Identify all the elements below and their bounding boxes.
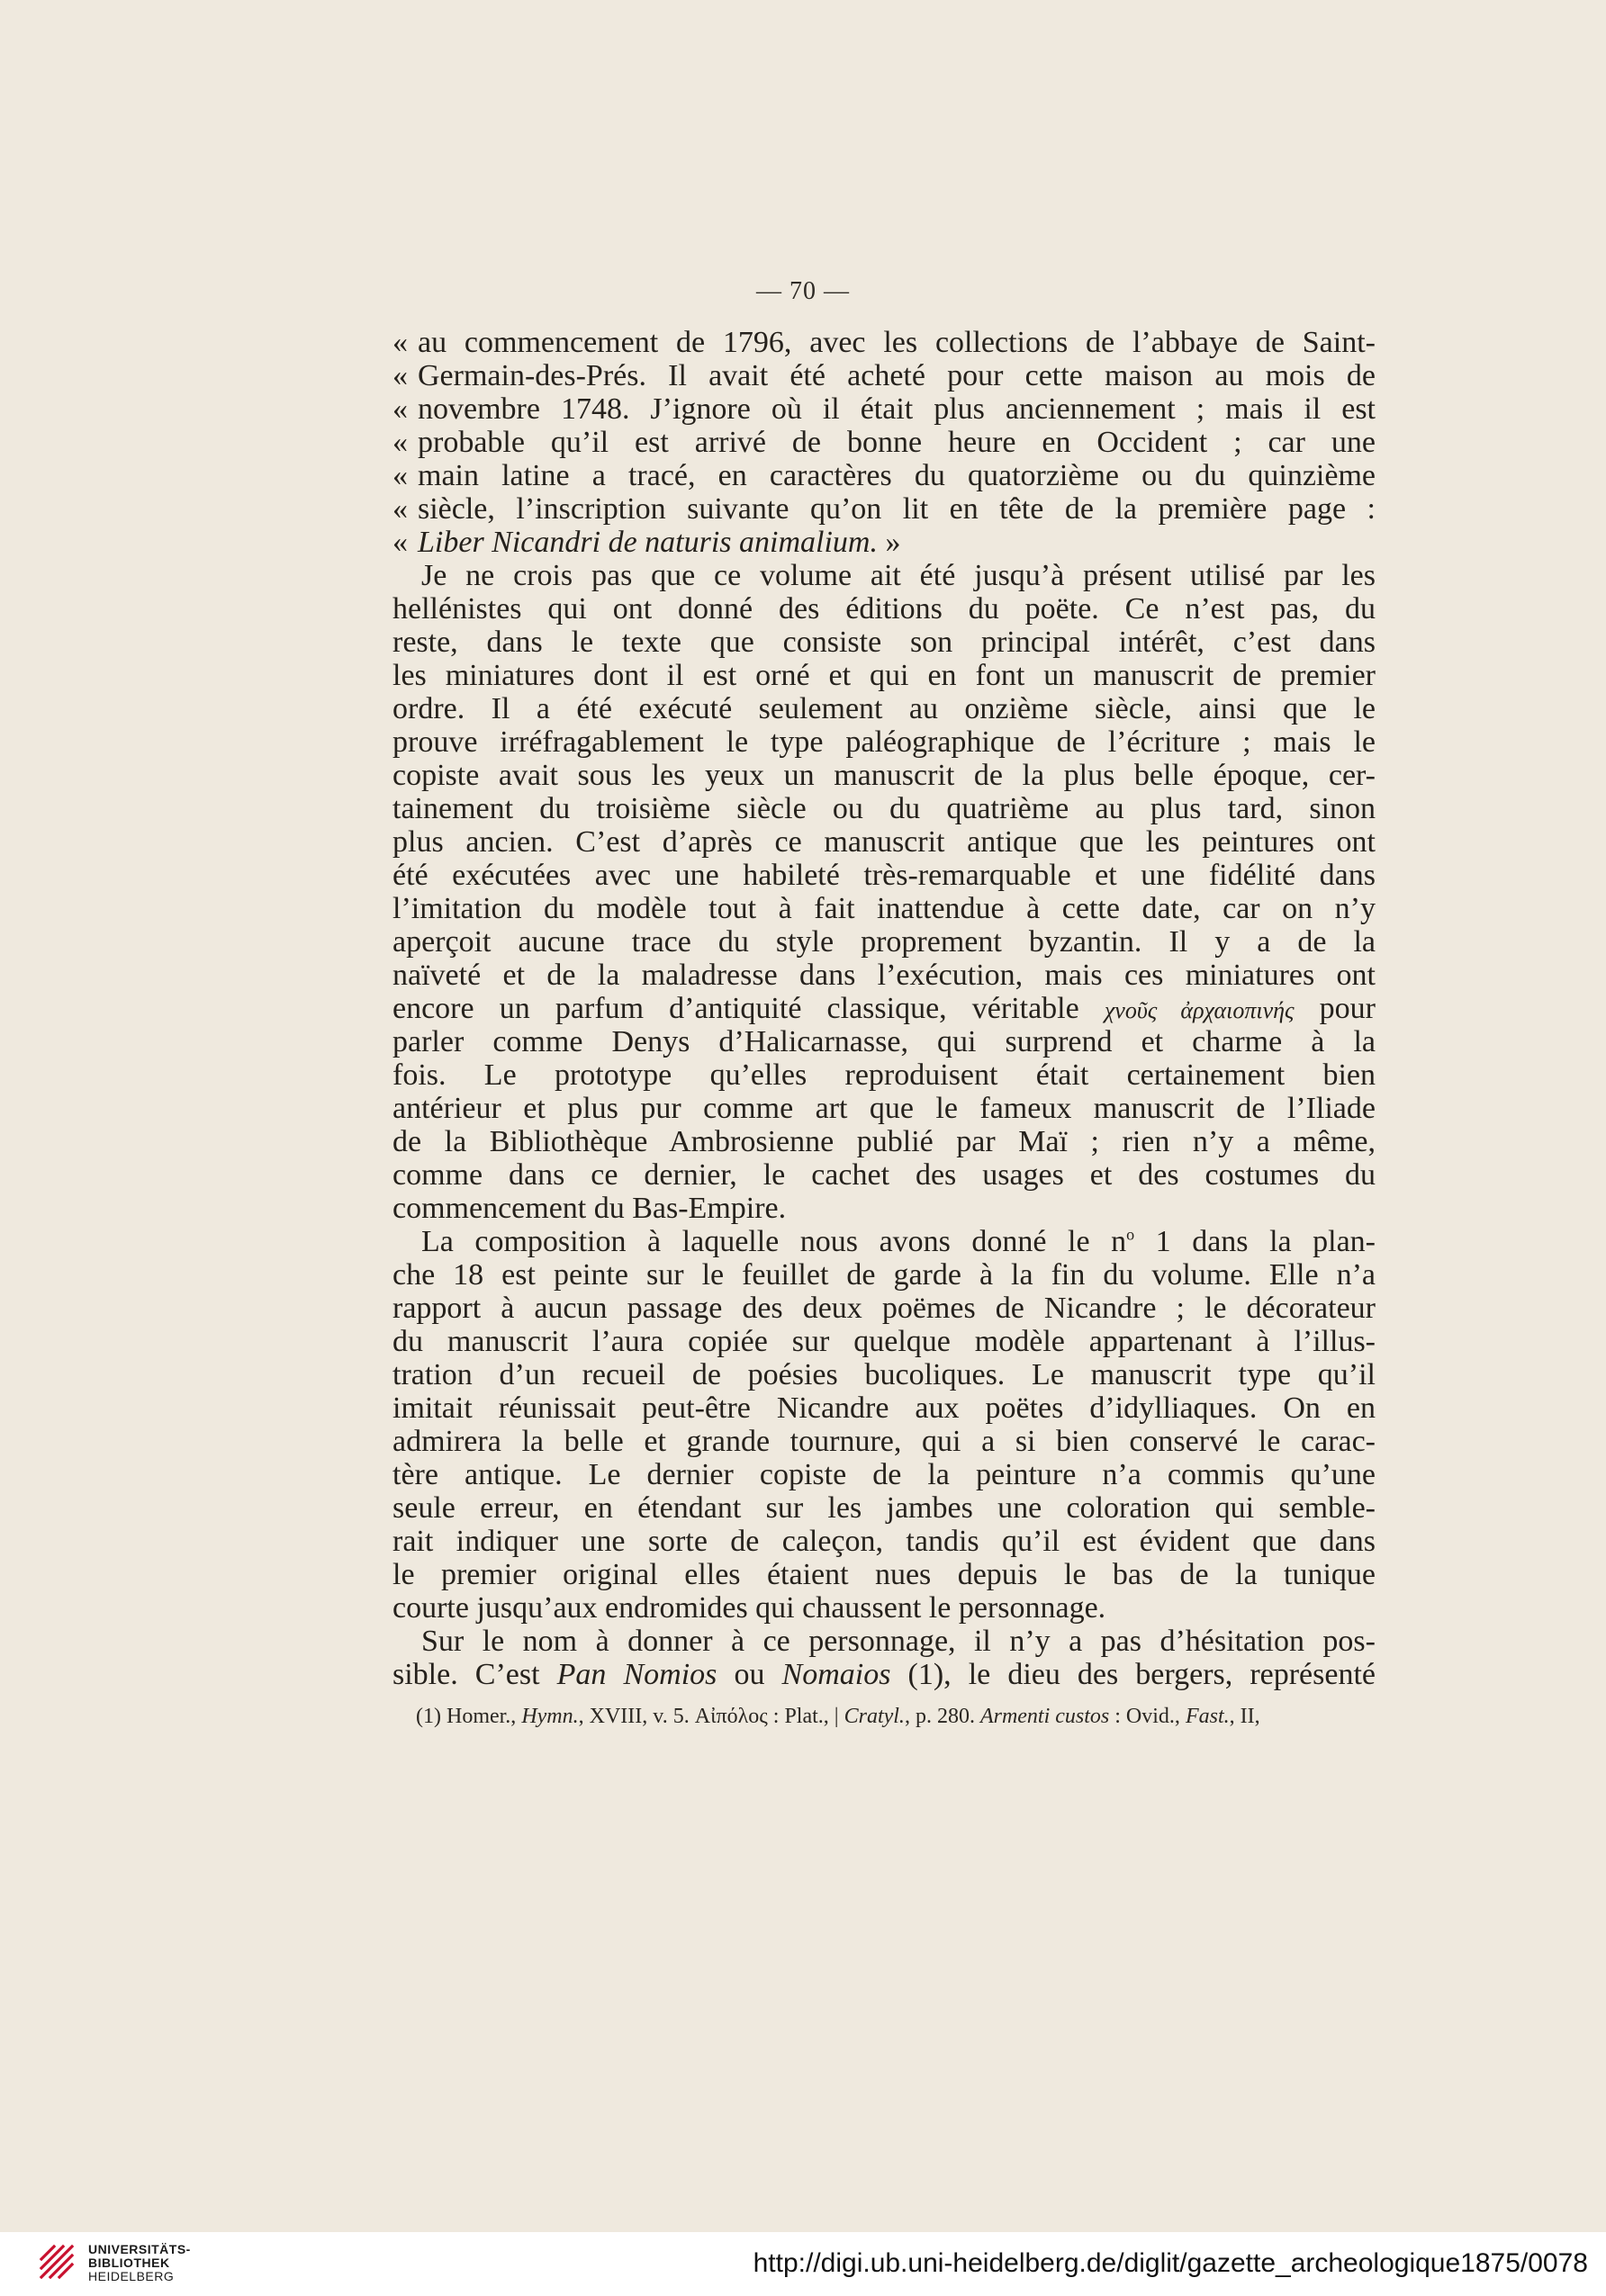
footnote-italic: Hymn. bbox=[521, 1705, 579, 1728]
line-text: ou bbox=[717, 1658, 782, 1691]
line-text: l’imitation du modèle tout à fait inattendue à cette date, car on n’y bbox=[392, 892, 1376, 925]
line-text: seule erreur, en étendant sur les jambes une coloration qui semble- bbox=[392, 1491, 1376, 1525]
line-text: le premier original elles étaient nues depuis le bas de la tunique bbox=[392, 1558, 1376, 1591]
text-line bbox=[392, 759, 1376, 792]
line-text: les miniatures dont il est orné et qui en font un manuscrit de premier bbox=[392, 659, 1376, 692]
source-url[interactable]: http://digi.ub.uni-heidelberg.de/diglit/gazette_archeologique1875/0078 bbox=[753, 2248, 1588, 2278]
university-library-logo-icon bbox=[36, 2241, 77, 2282]
line-text: siècle, l’inscription suivante qu’on lit en tête de la première page : bbox=[418, 492, 1376, 526]
quote-mark: « bbox=[392, 526, 408, 559]
text-line bbox=[392, 925, 1376, 959]
text-line bbox=[392, 1092, 1376, 1125]
text-line bbox=[392, 1591, 1376, 1625]
text-line bbox=[392, 1192, 1376, 1225]
text-line bbox=[392, 825, 1376, 859]
text-line bbox=[392, 1125, 1376, 1158]
greek-phrase: χνοῦς ἀρχαιοπινής bbox=[1104, 997, 1295, 1023]
text-line bbox=[392, 459, 1376, 492]
quote-mark: « bbox=[392, 359, 408, 392]
text-line bbox=[392, 792, 1376, 825]
text-line bbox=[392, 1258, 1376, 1292]
text-line bbox=[392, 1625, 1376, 1658]
text-line bbox=[392, 692, 1376, 725]
line-text: rait indiquer une sorte de caleçon, tandis qu’il est évident que dans bbox=[392, 1525, 1376, 1558]
text-line bbox=[392, 559, 1376, 592]
line-text: hellénistes qui ont donné des éditions du poëte. Ce n’est pas, du bbox=[392, 592, 1376, 626]
text-line bbox=[392, 626, 1376, 659]
line-text: pour bbox=[1294, 992, 1376, 1025]
text-line bbox=[392, 1058, 1376, 1092]
line-text: 1 dans la plan- bbox=[1134, 1225, 1376, 1258]
line-text: » bbox=[877, 526, 901, 559]
quote-mark: « bbox=[392, 492, 408, 526]
line-text: de la Bibliothèque Ambrosienne publié par Maï ; rien n’y a même, bbox=[392, 1125, 1376, 1158]
line-text: novembre 1748. J’ignore où il était plus anciennement ; mais il est bbox=[418, 392, 1376, 426]
line-text: rapport à aucun passage des deux poëmes de Nicandre ; le décorateur bbox=[392, 1292, 1376, 1325]
text-line bbox=[392, 725, 1376, 759]
logo-line: BIBLIOTHEK bbox=[88, 2255, 170, 2270]
line-text: été exécutées avec une habileté très-remarquable et une fidélité dans bbox=[392, 859, 1376, 892]
line-text: tainement du troisième siècle ou du quatrième au plus tard, sinon bbox=[392, 792, 1376, 825]
line-text: antérieur et plus pur comme art que le fameux manuscrit de l’Iliade bbox=[392, 1092, 1376, 1125]
footnote-text: : Ovid., bbox=[1109, 1705, 1186, 1728]
line-text: (1), le dieu des bergers, représenté bbox=[890, 1658, 1376, 1691]
text-line bbox=[392, 1025, 1376, 1058]
line-text: tration d’un recueil de poésies bucoliques. Le manuscrit type qu’il bbox=[392, 1358, 1376, 1391]
text-line bbox=[392, 392, 1376, 426]
text-line bbox=[392, 326, 1376, 359]
line-text: probable qu’il est arrivé de bonne heure en Occident ; car une bbox=[418, 426, 1376, 459]
text-line bbox=[392, 1225, 1376, 1258]
text-line bbox=[392, 659, 1376, 692]
quote-mark: « bbox=[392, 392, 408, 426]
text-line bbox=[392, 1325, 1376, 1358]
text-line bbox=[392, 1658, 1376, 1691]
text-line bbox=[392, 1558, 1376, 1591]
line-text: naïveté et de la maladresse dans l’exécution, mais ces miniatures ont bbox=[392, 959, 1376, 992]
footnote-italic: Fast. bbox=[1185, 1705, 1230, 1728]
footnote-text: , II, bbox=[1229, 1705, 1260, 1728]
text-line bbox=[392, 1292, 1376, 1325]
line-text: Germain-des-Prés. Il avait été acheté pour cette maison au mois de bbox=[418, 359, 1376, 392]
line-text: main latine a tracé, en caractères du quatorzième ou du quinzième bbox=[418, 459, 1376, 492]
line-text: commencement du Bas-Empire. bbox=[392, 1192, 787, 1225]
text-line bbox=[392, 959, 1376, 992]
line-text: sible. C’est bbox=[392, 1658, 557, 1691]
text-line bbox=[392, 1458, 1376, 1491]
footnote bbox=[416, 1705, 1379, 1729]
quote-mark: « bbox=[392, 426, 408, 459]
text-line bbox=[392, 526, 1376, 559]
footnote-text: (1) Homer., bbox=[416, 1705, 522, 1728]
footnote-text: , p. 280. bbox=[904, 1705, 980, 1728]
line-text: aperçoit aucune trace du style proprement byzantin. Il y a de la bbox=[392, 925, 1376, 959]
text-line bbox=[392, 426, 1376, 459]
logo-line: HEIDELBERG bbox=[88, 2269, 175, 2283]
footnote-text: : Plat., | bbox=[767, 1705, 844, 1728]
footnote-italic: Cratyl. bbox=[844, 1705, 905, 1728]
line-text: Je ne crois pas que ce volume ait été jusqu’à présent utilisé par les bbox=[421, 559, 1376, 592]
line-text: courte jusqu’aux endromides qui chaussent le personnage. bbox=[392, 1591, 1106, 1625]
text-line bbox=[392, 892, 1376, 925]
text-line bbox=[392, 1425, 1376, 1458]
line-text: reste, dans le texte que consiste son principal intérêt, c’est dans bbox=[392, 626, 1376, 659]
footnote-greek: Αἰπόλος bbox=[694, 1705, 768, 1728]
line-text: du manuscrit l’aura copiée sur quelque modèle appartenant à l’illus- bbox=[392, 1325, 1376, 1358]
text-line bbox=[392, 1358, 1376, 1391]
quote-mark: « bbox=[392, 326, 408, 359]
line-text: au commencement de 1796, avec les collections de l’abbaye de Saint- bbox=[418, 326, 1376, 359]
text-line bbox=[392, 1391, 1376, 1425]
logo-line: UNIVERSITÄTS- bbox=[88, 2242, 191, 2256]
line-text: encore un parfum d’antiquité classique, véritable bbox=[392, 992, 1105, 1025]
page-number: — 70 — bbox=[756, 277, 850, 305]
line-text: imitait réunissait peut-être Nicandre aux poëtes d’idylliaques. On en bbox=[392, 1391, 1376, 1425]
superscript: o bbox=[1126, 1225, 1135, 1244]
text-line bbox=[392, 859, 1376, 892]
line-text: tère antique. Le dernier copiste de la peinture n’a commis qu’une bbox=[392, 1458, 1376, 1491]
text-line bbox=[392, 992, 1376, 1025]
line-text: admirera la belle et grande tournure, qui a si bien conservé le carac- bbox=[392, 1425, 1376, 1458]
text-line bbox=[392, 592, 1376, 626]
text-line bbox=[392, 1491, 1376, 1525]
footnote-text: , XVIII, v. 5. bbox=[578, 1705, 695, 1728]
line-text: ordre. Il a été exécuté seulement au onzième siècle, ainsi que le bbox=[392, 692, 1376, 725]
footnote-italic: Armenti custos bbox=[979, 1705, 1110, 1728]
deity-name: Nomaios bbox=[781, 1658, 891, 1691]
line-text: comme dans ce dernier, le cachet des usages et des costumes du bbox=[392, 1158, 1376, 1192]
line-text: che 18 est peinte sur le feuillet de garde à la fin du volume. Elle n’a bbox=[392, 1258, 1376, 1292]
deity-name: Pan Nomios bbox=[556, 1658, 717, 1691]
quote-mark: « bbox=[392, 459, 408, 492]
line-text: Sur le nom à donner à ce personnage, il n’y a pas d’hésitation pos- bbox=[421, 1625, 1376, 1658]
line-text: fois. Le prototype qu’elles reproduisent était certainement bien bbox=[392, 1058, 1376, 1092]
text-line bbox=[392, 1525, 1376, 1558]
body-text bbox=[392, 326, 1376, 1691]
line-text: prouve irréfragablement le type paléographique de l’écriture ; mais le bbox=[392, 725, 1376, 759]
footer-bar bbox=[0, 2232, 1606, 2296]
text-line bbox=[392, 1158, 1376, 1192]
line-text: copiste avait sous les yeux un manuscrit de la plus belle époque, cer- bbox=[392, 759, 1376, 792]
line-text: parler comme Denys d’Halicarnasse, qui surprend et charme à la bbox=[392, 1025, 1376, 1058]
text-line bbox=[392, 492, 1376, 526]
line-text: plus ancien. C’est d’après ce manuscrit antique que les peintures ont bbox=[392, 825, 1376, 859]
text-line bbox=[392, 359, 1376, 392]
university-library-logo-text bbox=[88, 2243, 191, 2283]
line-text: La composition à laquelle nous avons donné le n bbox=[421, 1225, 1127, 1258]
latin-title: Liber Nicandri de naturis animalium. bbox=[418, 526, 878, 559]
